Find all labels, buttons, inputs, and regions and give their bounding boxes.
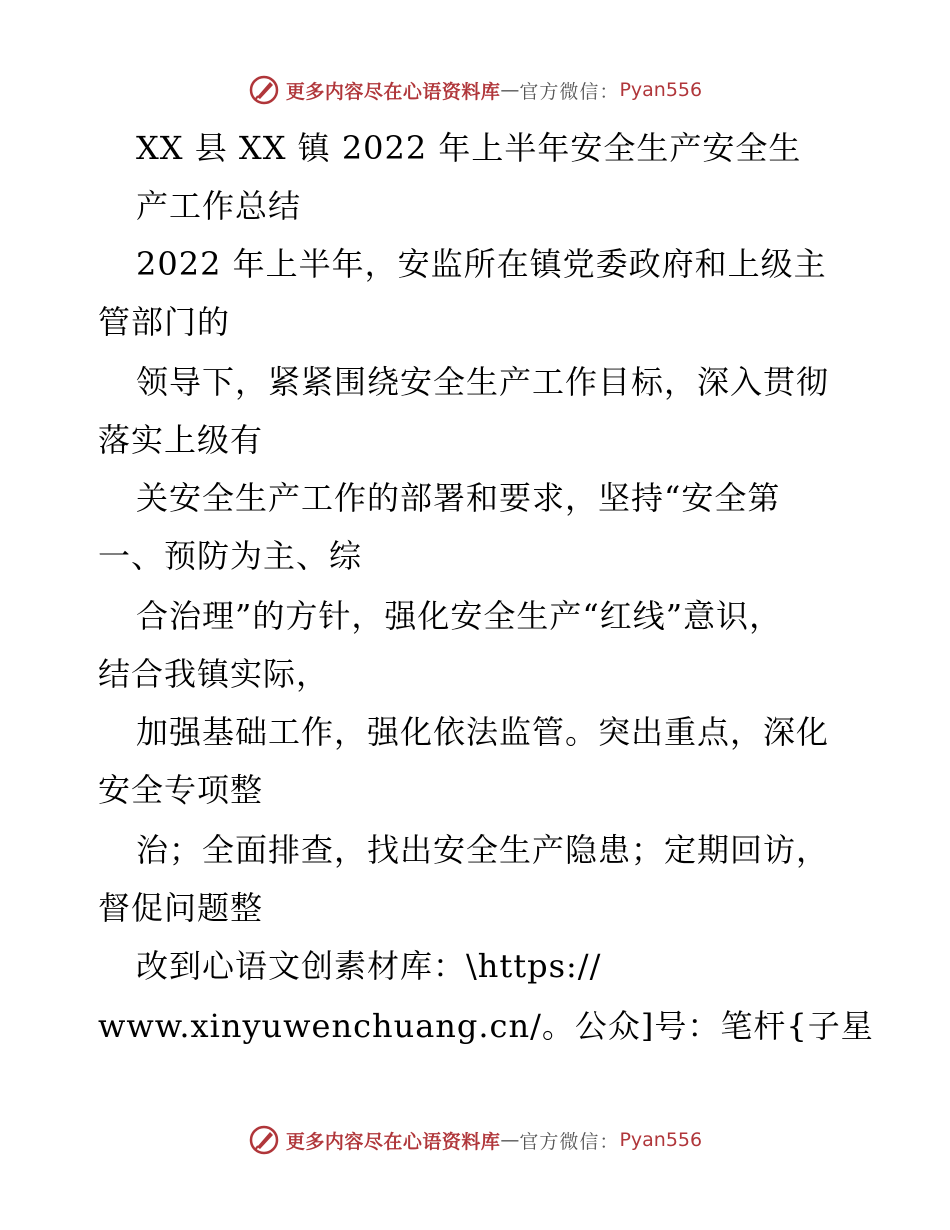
watermark-brand: 更多内容尽在心语资料库 [285,1130,501,1153]
paragraph-line: 管部门的 [98,303,231,341]
paragraph-line: 关安全生产工作的部署和要求，坚持“安全第 [136,479,781,517]
header-watermark [0,72,950,108]
watermark-separator: — [500,1129,520,1151]
document-title-line-2: 产工作总结 [136,187,302,225]
paragraph-line: www.xinyuwenchuang.cn/。公众]号：笔杆{子星 [98,1007,874,1045]
paragraph-line: 治；全面排查，找出安全生产隐患；定期回访， [136,831,830,869]
paragraph-line: 督促问题整 [98,889,264,927]
paragraph-line: 结合我镇实际， [98,655,330,693]
paragraph-line: 改到心语文创素材库：\https:// [136,947,602,985]
paragraph-line: 一、预防为主、综 [98,537,363,575]
paragraph-line: 安全专项整 [98,771,264,809]
paragraph-line: 落实上级有 [98,421,264,459]
document-title-line-1: XX 县 XX 镇 2022 年上半年安全生产安全生 [136,129,802,167]
quill-circle-icon [248,1124,280,1156]
footer-watermark [0,1122,950,1158]
watermark-separator: — [500,79,520,101]
watermark-wechat-handle: Pyan556 [619,79,703,101]
watermark-wechat-label: 官方微信： [519,80,620,103]
paragraph-line: 加强基础工作，强化依法监管。突出重点，深化 [136,713,830,751]
paragraph-line: 合治理”的方针，强化安全生产“红线”意识， [136,597,783,635]
watermark-brand: 更多内容尽在心语资料库 [285,80,501,103]
quill-circle-icon [248,74,280,106]
paragraph-line: 领导下，紧紧围绕安全生产工作目标，深入贯彻 [136,363,830,401]
paragraph-line: 2022 年上半年，安监所在镇党委政府和上级主 [136,245,827,283]
watermark-wechat-handle: Pyan556 [619,1129,703,1151]
watermark-wechat-label: 官方微信： [519,1130,620,1153]
